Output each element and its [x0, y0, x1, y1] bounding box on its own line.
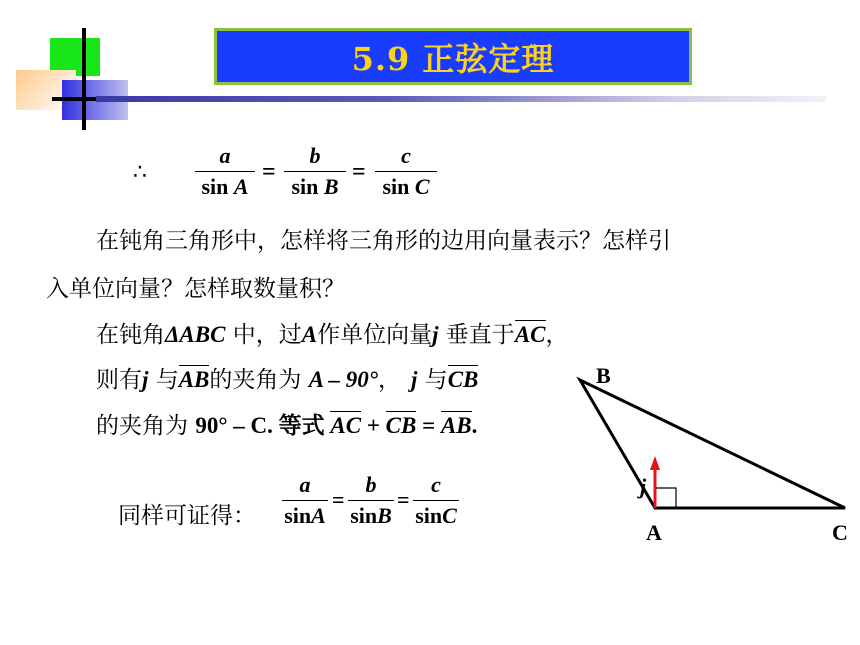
vector-CB: CB — [447, 367, 479, 392]
vertex-label-A: A — [646, 520, 662, 545]
conclusion-label: 同样可证得： — [118, 503, 256, 529]
vector-AB: AB — [440, 413, 472, 438]
proof-line-2: 则有j 与AB的夹角为 A – 90°， j 与CB — [96, 367, 479, 393]
fraction-c-sinC: c sin C — [375, 143, 437, 200]
vector-AB: AB — [178, 367, 210, 392]
paragraph-line: 入单位向量？怎样取数量积？ — [46, 276, 345, 302]
deco-vertical-bar — [82, 28, 86, 130]
equals-sign: = — [262, 159, 276, 185]
proof-line-1: 在钝角ΔABC 中，过A作单位向量j 垂直于AC， — [96, 322, 569, 348]
fraction-a-sinA: a sinA — [282, 472, 328, 529]
unit-vector-j-arrowhead — [650, 456, 660, 470]
triangle-diagram — [560, 360, 860, 560]
equals-sign: = — [352, 159, 366, 185]
fraction-b-sinB: b sin B — [284, 143, 346, 200]
vector-label-j: j — [640, 474, 647, 499]
therefore-symbol: ∴ — [133, 160, 147, 185]
vector-CB: CB — [385, 413, 417, 438]
vector-AC: AC — [514, 322, 546, 347]
equals-sign: = — [397, 487, 410, 512]
triangle-ABC — [580, 380, 845, 508]
title-underline — [96, 96, 826, 102]
fraction-c-sinC: c sinC — [413, 472, 459, 529]
vertex-label-B: B — [596, 363, 611, 388]
fraction-b-sinB: b sinB — [348, 472, 394, 529]
paragraph-line: 在钝角三角形中，怎样将三角形的边用向量表示？怎样引 — [96, 228, 671, 254]
page-title: 5.9 正弦定理 — [351, 39, 555, 78]
proof-line-3: 的夹角为 90° – C. 等式 AC + CB = AB. — [96, 413, 478, 439]
deco-horizontal-bar — [52, 97, 102, 101]
vector-AC: AC — [330, 413, 362, 438]
fraction-a-sinA: a sin A — [195, 143, 255, 200]
vertex-label-C: C — [832, 520, 848, 545]
equals-sign: = — [332, 487, 345, 512]
right-angle-marker — [656, 488, 676, 508]
title-banner — [214, 28, 692, 85]
